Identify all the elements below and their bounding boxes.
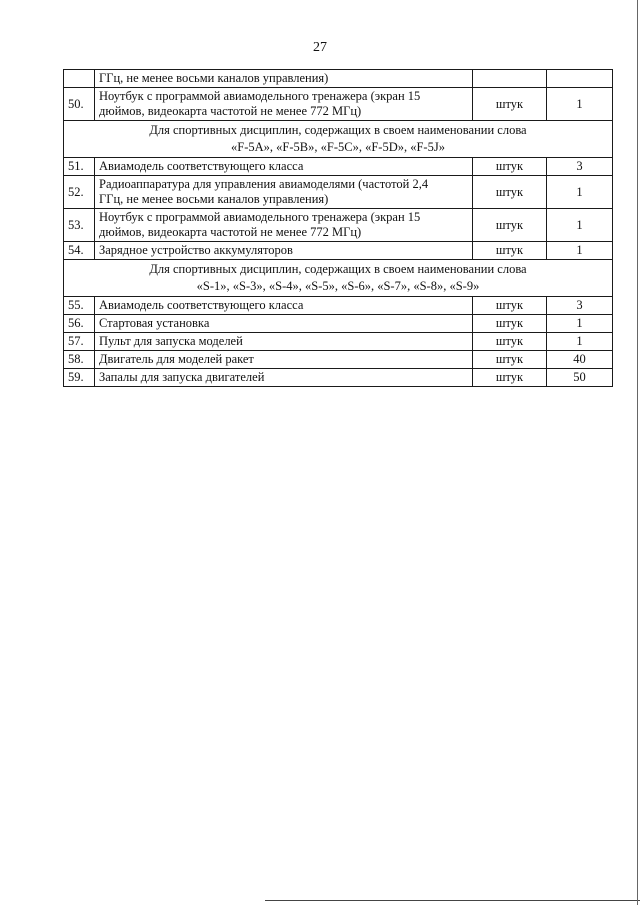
item-unit: штук	[473, 242, 547, 260]
row-number: 53.	[64, 209, 95, 242]
item-name	[95, 176, 473, 209]
item-name	[95, 209, 473, 242]
table-row	[64, 88, 613, 121]
section-header	[64, 260, 613, 297]
section-header-row	[64, 121, 613, 158]
item-unit: штук	[473, 158, 547, 176]
item-unit: штук	[473, 176, 547, 209]
row-number: 51.	[64, 158, 95, 176]
item-unit: штук	[473, 209, 547, 242]
section-header-row	[64, 260, 613, 297]
item-name	[95, 88, 473, 121]
table-row	[64, 158, 613, 176]
item-name	[95, 369, 473, 387]
item-name	[95, 158, 473, 176]
item-name-line: Ноутбук с программой авиамодельного тренажера (экран 15	[99, 210, 421, 224]
item-quantity: 3	[547, 297, 613, 315]
table-row	[64, 209, 613, 242]
table-row	[64, 70, 613, 88]
section-header-line: «S-1», «S-3», «S-4», «S-5», «S-6», «S-7», «S-8», «S-9»	[196, 279, 480, 293]
equipment-table	[63, 69, 613, 387]
section-header	[64, 121, 613, 158]
item-name-line: Радиоаппаратура для управления авиамоделями (частотой 2,4	[99, 177, 429, 191]
table-row	[64, 333, 613, 351]
table-row	[64, 315, 613, 333]
table-row	[64, 351, 613, 369]
item-name-line: ГГц, не менее восьми каналов управления)	[99, 71, 329, 85]
item-quantity	[547, 70, 613, 88]
item-quantity: 3	[547, 158, 613, 176]
item-name-line: Пульт для запуска моделей	[99, 334, 243, 348]
row-number: 59.	[64, 369, 95, 387]
section-header-line: Для спортивных дисциплин, содержащих в своем наименовании слова	[149, 123, 527, 137]
section-header-line: «F-5A», «F-5B», «F-5C», «F-5D», «F-5J»	[231, 140, 445, 154]
table-row	[64, 297, 613, 315]
item-quantity: 1	[547, 209, 613, 242]
item-quantity: 1	[547, 333, 613, 351]
row-number: 56.	[64, 315, 95, 333]
item-name-line: Запалы для запуска двигателей	[99, 370, 265, 384]
scan-edge-line	[637, 0, 638, 905]
row-number: 55.	[64, 297, 95, 315]
table-row	[64, 176, 613, 209]
item-name	[95, 242, 473, 260]
item-unit: штук	[473, 333, 547, 351]
item-name-line: Двигатель для моделей ракет	[99, 352, 254, 366]
row-number: 58.	[64, 351, 95, 369]
item-name	[95, 333, 473, 351]
page-number: 27	[313, 40, 327, 55]
item-name-line: Авиамодель соответствующего класса	[99, 298, 304, 312]
item-unit: штук	[473, 297, 547, 315]
item-unit: штук	[473, 369, 547, 387]
row-number: 57.	[64, 333, 95, 351]
item-name	[95, 315, 473, 333]
item-name-line: Авиамодель соответствующего класса	[99, 159, 304, 173]
table-row	[64, 369, 613, 387]
row-number: 52.	[64, 176, 95, 209]
item-name-line: Зарядное устройство аккумуляторов	[99, 243, 293, 257]
item-quantity: 1	[547, 315, 613, 333]
item-name	[95, 351, 473, 369]
item-name-line: Стартовая установка	[99, 316, 210, 330]
item-name-line: дюймов, видеокарта частотой не менее 772 МГц)	[99, 104, 362, 118]
equipment-table-body	[64, 70, 613, 387]
item-unit: штук	[473, 351, 547, 369]
item-unit: штук	[473, 315, 547, 333]
section-header-line: Для спортивных дисциплин, содержащих в своем наименовании слова	[149, 262, 527, 276]
row-number	[64, 70, 95, 88]
row-number: 54.	[64, 242, 95, 260]
row-number: 50.	[64, 88, 95, 121]
item-name-line: дюймов, видеокарта частотой не менее 772 МГц)	[99, 225, 362, 239]
table-row	[64, 242, 613, 260]
item-name-line: Ноутбук с программой авиамодельного тренажера (экран 15	[99, 89, 421, 103]
item-quantity: 40	[547, 351, 613, 369]
item-quantity: 1	[547, 88, 613, 121]
item-quantity: 1	[547, 242, 613, 260]
item-quantity: 50	[547, 369, 613, 387]
item-quantity: 1	[547, 176, 613, 209]
item-name	[95, 297, 473, 315]
item-unit: штук	[473, 88, 547, 121]
item-name-line: ГГц, не менее восьми каналов управления)	[99, 192, 329, 206]
item-name	[95, 70, 473, 88]
scan-edge-line	[265, 900, 640, 901]
item-unit	[473, 70, 547, 88]
